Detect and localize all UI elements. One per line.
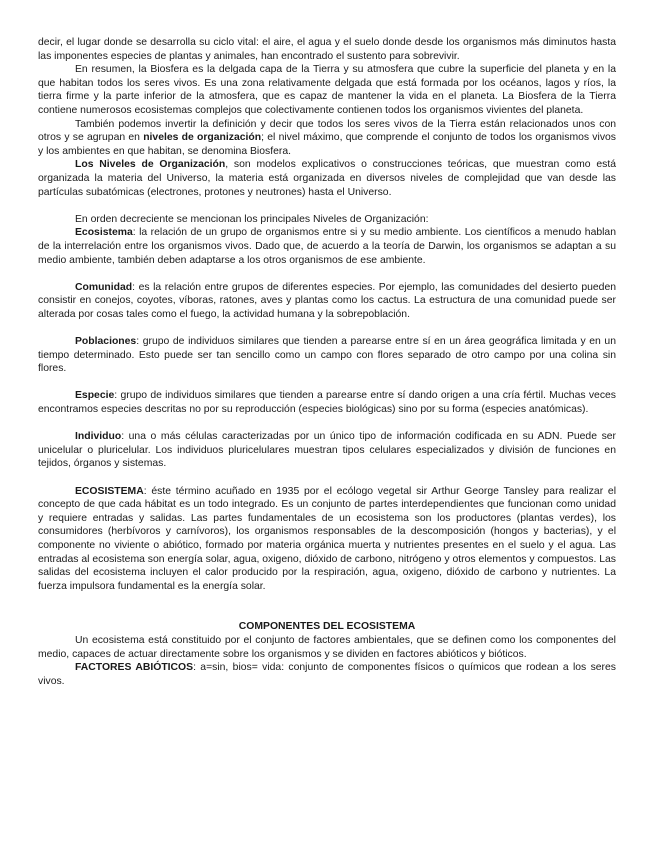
paragraph-ecosistema-def — [38, 485, 616, 594]
text: : a=sin, bios= vida: conjunto de componentes físicos o químicos que rodean a los seres vivos. — [38, 662, 616, 687]
paragraph-especie — [38, 389, 616, 416]
bold-term: Poblaciones — [75, 336, 137, 348]
paragraph-niveles-intro — [38, 118, 616, 159]
paragraph-abioticos — [38, 661, 616, 688]
text: : grupo de individuos similares que tienden a parearse entre sí en un área geográfica limitada y en un tiempo determinado. Esto puede ser tan sencillo como un campo con flores separado de otro campo por una colina sin flores. — [38, 336, 616, 375]
paragraph-poblaciones — [38, 335, 616, 376]
text: : grupo de individuos similares que tienden a parearse entre sí dando origen a una cría fértil. Muchas veces encontramos especies descritas no por su reproducción (especies biológicas) sino por su forma (especies anatómicas). — [38, 390, 616, 416]
section-heading: COMPONENTES DEL ECOSISTEMA — [238, 621, 416, 633]
paragraph-ecosistema — [38, 226, 616, 267]
bold-term: Individuo — [75, 431, 122, 443]
paragraph-individuo — [38, 430, 616, 471]
text: : una o más células caracterizadas por un único tipo de información codificada en su ADN. Puede ser unicelular o pluricelular. Los individuos pluricelulares muestran tipos celulares especializados y división de funciones en tejidos, órganos y sistemas. — [38, 431, 616, 470]
text: : la relación de un grupo de organismos entre si y su medio ambiente. Los científicos a menudo hablan de la interrelación entre los organismos vivos. Dado que, de acuerdo a la teoría de Darwin, los organismos se adaptan a su medio ambiente, también deben adaptarse a los otros organismos de ese ambiente. — [38, 227, 616, 266]
paragraph-niveles-def — [38, 158, 616, 199]
bold-term: ECOSISTEMA — [75, 485, 144, 497]
paragraph-componentes: Un ecosistema está constituido por el conjunto de factores ambientales, que se definen como los componentes del medio, capaces de actuar directamente sobre los organismos y se dividen en factores abióticos y bióticos. — [38, 634, 616, 660]
document-page — [38, 36, 616, 688]
bold-term: Especie — [75, 390, 115, 402]
text: , son modelos explicativos o construcciones teóricas, que muestran como está organizada la materia del Universo, la materia está organizada en diversos niveles de complejidad que van desde las partículas subatómicas (electrones, protones y neutrones) hasta el Universo. — [38, 159, 616, 198]
bold-term: niveles de organización — [143, 132, 262, 144]
paragraph-intro: decir, el lugar donde se desarrolla su ciclo vital: el aire, el agua y el suelo donde desde los organismos más diminutos hasta las imponentes especies de plantas y animales, han encontrado el sustento para sobrevivir. — [38, 37, 616, 62]
bold-term: Ecosistema — [75, 227, 133, 239]
text: : éste término acuñado en 1935 por el ecólogo vegetal sir Arthur George Tansley para realizar el concepto de que cada hábitat es un todo integrado. Es un conjunto de partes interdependientes que funcionan como unidad y requiere entradas y salidas. Las partes fundamentales de un ecosistema son los productores (plantas verdes), los consumidores (herbívoros y carnívoros), los organismos responsables de la descomposición (hongos y bacterias), y el componente no viviente o abiótico, formado por materia orgánica muerta y nutrientes presentes en el suelo y el agua. Las entradas al ecosistema son energía solar, agua, oxigeno, dióxido de carbono, nitrógeno y otros elementos y compuestos. Las salidas del ecosistema incluyen el calor producido por la respiración, agua, oxigeno, dióxido de carbono y nutrientes. La fuerza impulsora fundamental es la energía solar. — [38, 485, 616, 592]
paragraph-biosfera: En resumen, la Biosfera es la delgada capa de la Tierra y su atmosfera que cubre la superficie del planeta y en la que habitan todos los seres vivos. Es una zona relativamente delgada que está formada por los océanos, lagos y ríos, la tierra firme y la parte inferior de la atmosfera, que es capaz de mantener la vida en el planeta. La Biosfera de la Tierra contiene numerosos ecosistemas complejos que colectivamente contienen todos los organismos vivientes del planeta. — [38, 64, 616, 116]
paragraph-comunidad — [38, 281, 616, 322]
bold-term: FACTORES ABIÓTICOS — [75, 662, 194, 674]
paragraph-orden: En orden decreciente se mencionan los principales Niveles de Organización: — [75, 213, 429, 225]
bold-term: Comunidad — [75, 281, 133, 293]
text: También podemos invertir la definición y decir que todos los seres vivos de la Tierra están relacionados unos con otros y se agrupan en — [38, 118, 616, 144]
text: : es la relación entre grupos de diferentes especies. Por ejemplo, las comunidades del desierto pueden consistir en conejos, coyotes, víboras, ratones, aves y plantas como los cactus. La estructura de una comunidad puede ser alterada por cosas tales como el fuego, la actividad humana y la sobrepoblación. — [38, 281, 616, 320]
text: ; el nivel máximo, que comprende el conjunto de todos los organismos vivos y los ambientes en que habitan, se denomina Biosfera. — [38, 132, 616, 157]
bold-term: Los Niveles de Organización — [75, 159, 226, 171]
